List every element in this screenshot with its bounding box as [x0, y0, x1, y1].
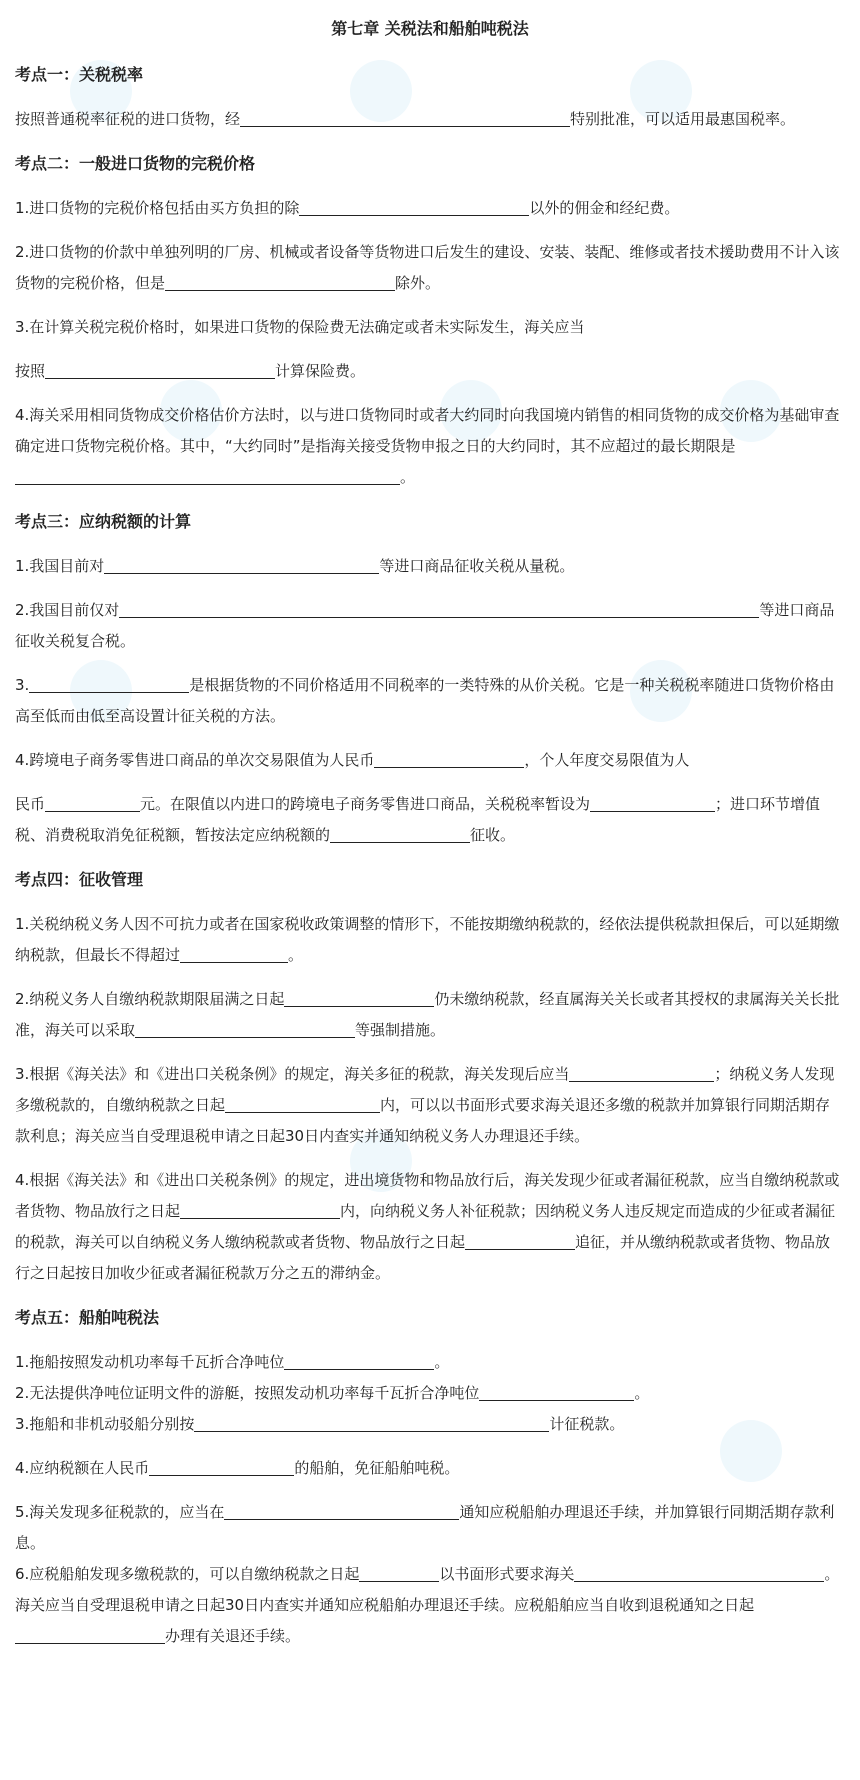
paragraph-text: 计征税款。: [549, 1415, 625, 1433]
paragraph-text: 。: [288, 946, 304, 964]
section-heading: 考点二：一般进口货物的完税价格: [15, 154, 256, 173]
paragraph-text: 的船舶，免征船舶吨税。: [294, 1459, 460, 1477]
question-paragraph: [15, 1059, 845, 1152]
paragraph-text: 等进口商品征收关税复合税。: [15, 601, 835, 650]
paragraph-text: 仍未缴纳税款，经直属海关关长或者其授权的隶属海关关长批准，海关可以采取: [15, 990, 840, 1039]
paragraph-text: 2.纳税义务人自缴纳税款期限届满之日起: [15, 990, 285, 1008]
fill-in-blank[interactable]: [590, 793, 715, 812]
question-paragraph: [15, 1453, 845, 1484]
fill-in-blank[interactable]: [194, 1413, 549, 1432]
fill-in-blank[interactable]: [180, 1200, 340, 1219]
question-paragraph: [15, 984, 845, 1046]
question-paragraph: [15, 1559, 845, 1652]
fill-in-blank[interactable]: [569, 1063, 714, 1082]
fill-in-blank[interactable]: [330, 824, 470, 843]
fill-in-blank[interactable]: [240, 108, 570, 127]
fill-in-blank[interactable]: [225, 1094, 380, 1113]
paragraph-text: ；纳税义务人发现多缴税款的，自缴纳税款之日起: [15, 1065, 835, 1114]
question-paragraph: [15, 1347, 845, 1378]
paragraph-text: 特别批准，可以适用最惠国税率。: [570, 110, 796, 128]
paragraph-text: 4.应纳税额在人民币: [15, 1459, 150, 1477]
fill-in-blank[interactable]: [119, 599, 759, 618]
fill-in-blank[interactable]: [374, 749, 524, 768]
section-heading: 考点三：应纳税额的计算: [15, 512, 192, 531]
question-paragraph: [15, 104, 845, 135]
paragraph-text: 3.根据《海关法》和《进出口关税条例》的规定，海关多征的税款，海关发现后应当: [15, 1065, 570, 1083]
paragraph-text: 。: [434, 1353, 450, 1371]
fill-in-blank[interactable]: [224, 1501, 459, 1520]
fill-in-blank[interactable]: [45, 360, 275, 379]
question-paragraph: [15, 1165, 845, 1289]
paragraph-text: 内，向纳税义务人补征税款；因纳税义务人违反规定而造成的少征或者漏征的税款，海关可以自纳税义务人缴纳税款或者货物、物品放行之日起: [15, 1202, 836, 1251]
fill-in-blank[interactable]: [149, 1457, 294, 1476]
paragraph-text: 4.海关采用相同货物成交价格估价方法时，以与进口货物同时或者大约同时向我国境内销售的相同货物的成交价格为基础审查确定进口货物完税价格。其中，“大约同时”是指海关接受货物申报之日的大约同时，其不应超过的最长期限是: [15, 406, 840, 455]
paragraph-text: 按照: [15, 362, 46, 380]
paragraph-text: ，个人年度交易限值为人: [524, 751, 690, 769]
fill-in-blank[interactable]: [180, 944, 288, 963]
question-paragraph: [15, 312, 845, 343]
paragraph-text: 以书面形式要求海关: [439, 1565, 575, 1583]
paragraph-text: 等进口商品征收关税从量税。: [379, 557, 575, 575]
fill-in-blank[interactable]: [104, 555, 379, 574]
paragraph-text: 。: [634, 1384, 650, 1402]
question-paragraph: [15, 1409, 845, 1440]
paragraph-text: 。: [400, 468, 416, 486]
paragraph-text: 6.应税船舶发现多缴税款的，可以自缴纳税款之日起: [15, 1565, 360, 1583]
fill-in-blank[interactable]: [284, 988, 434, 1007]
fill-in-blank[interactable]: [135, 1019, 355, 1038]
fill-in-blank[interactable]: [299, 197, 529, 216]
paragraph-text: 。海关应当自受理退税申请之日起30日内查实并通知应税船舶办理退还手续。应税船舶应当自收到退税通知之日起: [15, 1565, 840, 1614]
fill-in-blank[interactable]: [165, 272, 395, 291]
paragraph-text: 征收。: [470, 826, 516, 844]
paragraph-text: 计算保险费。: [275, 362, 366, 380]
paragraph-text: 追征，并从缴纳税款或者货物、物品放行之日起按日加收少征或者漏征税款万分之五的滞纳金。: [15, 1233, 831, 1282]
paragraph-text: 是根据货物的不同价格适用不同税率的一类特殊的从价关税。它是一种关税税率随进口货物价格由高至低而由低至高设置计征关税的方法。: [15, 676, 835, 725]
paragraph-text: 4.跨境电子商务零售进口商品的单次交易限值为人民币: [15, 751, 375, 769]
question-paragraph: [15, 400, 845, 493]
document: [15, 0, 845, 1665]
question-paragraph: [15, 745, 845, 776]
section-heading: 考点四：征收管理: [15, 870, 144, 889]
fill-in-blank[interactable]: [15, 466, 400, 485]
fill-in-blank[interactable]: [15, 1625, 165, 1644]
paragraph-text: 除外。: [395, 274, 441, 292]
paragraph-text: 办理有关退还手续。: [165, 1627, 301, 1645]
paragraph-text: 以外的佣金和经纪费。: [529, 199, 680, 217]
section-heading: 考点五：船舶吨税法: [15, 1308, 160, 1327]
fill-in-blank[interactable]: [29, 674, 189, 693]
paragraph-text: 2.无法提供净吨位证明文件的游艇，按照发动机功率每千瓦折合净吨位: [15, 1384, 480, 1402]
paragraph-text: 按照普通税率征税的进口货物，经: [15, 110, 241, 128]
question-paragraph: [15, 1378, 845, 1409]
fill-in-blank[interactable]: [574, 1563, 824, 1582]
paragraph-text: 3.: [15, 676, 30, 694]
paragraph-text: 1.拖船按照发动机功率每千瓦折合净吨位: [15, 1353, 285, 1371]
page-title: 第七章 关税法和船舶吨税法: [331, 19, 529, 38]
paragraph-text: 2.我国目前仅对: [15, 601, 120, 619]
question-paragraph: [15, 595, 845, 657]
paragraph-text: 通知应税船舶办理退还手续，并加算银行同期活期存款利息。: [15, 1503, 835, 1552]
paragraph-text: 民币: [15, 795, 46, 813]
question-paragraph: [15, 193, 845, 224]
fill-in-blank[interactable]: [479, 1382, 634, 1401]
paragraph-text: ；进口环节增值税、消费税取消免征税额，暂按法定应纳税额的: [15, 795, 821, 844]
paragraph-text: 1.我国目前对: [15, 557, 105, 575]
question-paragraph: [15, 237, 845, 299]
section-heading: 考点一：关税税率: [15, 65, 144, 84]
fill-in-blank[interactable]: [465, 1231, 575, 1250]
paragraph-text: 等强制措施。: [355, 1021, 446, 1039]
fill-in-blank[interactable]: [359, 1563, 439, 1582]
paragraph-text: 1.进口货物的完税价格包括由买方负担的除: [15, 199, 300, 217]
paragraph-text: 内，可以以书面形式要求海关退还多缴的税款并加算银行同期活期存款利息；海关应当自受理退税申请之日起30日内查实并通知纳税义务人办理退还手续。: [15, 1096, 831, 1145]
question-paragraph: [15, 356, 845, 387]
question-paragraph: [15, 909, 845, 971]
paragraph-text: 3.拖船和非机动驳船分别按: [15, 1415, 195, 1433]
question-paragraph: [15, 1497, 845, 1559]
sections: [15, 60, 845, 1652]
paragraph-text: 1.关税纳税义务人因不可抗力或者在国家税收政策调整的情形下，不能按期缴纳税款的，经依法提供税款担保后，可以延期缴纳税款，但最长不得超过: [15, 915, 840, 964]
paragraph-text: 元。在限值以内进口的跨境电子商务零售进口商品，关税税率暂设为: [140, 795, 591, 813]
question-paragraph: [15, 551, 845, 582]
paragraph-text: 3.在计算关税完税价格时，如果进口货物的保险费无法确定或者未实际发生，海关应当: [15, 318, 585, 336]
question-paragraph: [15, 670, 845, 732]
paragraph-text: 5.海关发现多征税款的，应当在: [15, 1503, 225, 1521]
paragraph-text: 4.根据《海关法》和《进出口关税条例》的规定，进出境货物和物品放行后，海关发现少征或者漏征税款，应当自缴纳税款或者货物、物品放行之日起: [15, 1171, 840, 1220]
fill-in-blank[interactable]: [284, 1351, 434, 1370]
fill-in-blank[interactable]: [45, 793, 140, 812]
paragraph-text: 2.进口货物的价款中单独列明的厂房、机械或者设备等货物进口后发生的建设、安装、装配、维修或者技术援助费用不计入该货物的完税价格，但是: [15, 243, 840, 292]
question-paragraph: [15, 789, 845, 851]
